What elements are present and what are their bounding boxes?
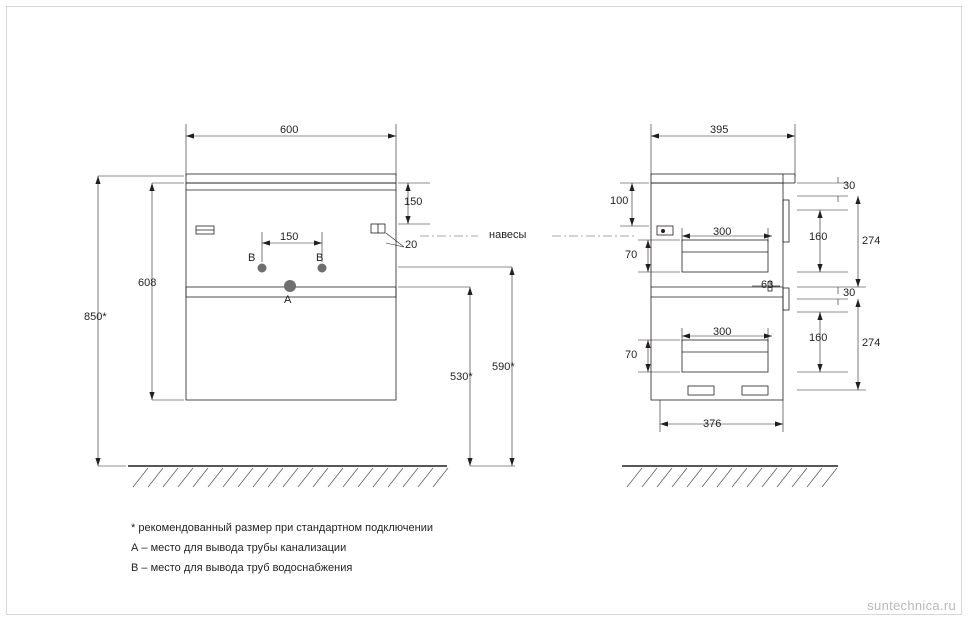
dim-front-20: 20 — [405, 239, 418, 251]
legend-line-3: В – место для вывода труб водоснабжения — [131, 562, 353, 574]
legend-line-1: * рекомендованный размер при стандартном подключении — [131, 522, 433, 534]
dim-front-150-inner: 150 — [280, 231, 299, 243]
dim-front-height-608: 608 — [138, 277, 157, 289]
dim-front-width-600: 600 — [280, 124, 299, 136]
dim-side-70-lower: 70 — [625, 349, 638, 361]
dim-front-590: 590* — [492, 361, 515, 373]
dim-side-30-mid: 30 — [843, 287, 856, 299]
callout-navesy: навесы — [489, 229, 527, 241]
dim-side-300-lower: 300 — [713, 326, 732, 338]
dim-side-70-upper: 70 — [625, 249, 638, 261]
dim-side-274-lower: 274 — [862, 337, 881, 349]
dim-side-160-upper: 160 — [809, 231, 828, 243]
dim-side-100: 100 — [610, 195, 629, 207]
dim-front-530: 530* — [450, 371, 473, 383]
dim-side-30-top: 30 — [843, 180, 856, 192]
dim-side-63: 63 — [761, 279, 774, 291]
dim-front-150-top: 150 — [404, 196, 423, 208]
marker-b-right: B — [316, 252, 324, 264]
marker-b-left: B — [248, 252, 256, 264]
dim-front-height-850: 850* — [84, 311, 107, 323]
dim-side-depth-395: 395 — [710, 124, 729, 136]
watermark: suntechnica.ru — [867, 598, 956, 613]
marker-a: A — [284, 294, 292, 306]
dim-side-160-lower: 160 — [809, 332, 828, 344]
legend-line-2: А – место для вывода трубы канализации — [131, 542, 347, 554]
dim-side-274-upper: 274 — [862, 235, 881, 247]
dim-side-376: 376 — [703, 418, 722, 430]
dim-side-300-upper: 300 — [713, 226, 732, 238]
